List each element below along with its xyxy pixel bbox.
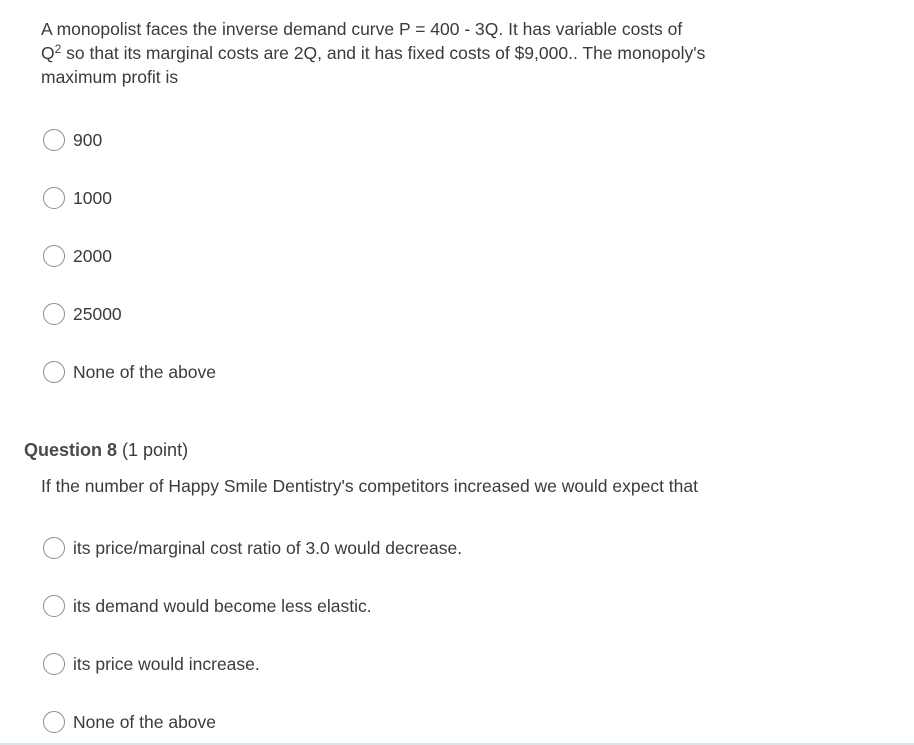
q7-option-4[interactable] bbox=[43, 301, 122, 327]
option-label: None of the above bbox=[73, 361, 217, 382]
radio-button[interactable] bbox=[43, 361, 65, 383]
option-label: its price/marginal cost ratio of 3.0 would decrease. bbox=[73, 537, 463, 558]
radio-button[interactable] bbox=[43, 711, 65, 733]
question-7-stem-line1: A monopolist faces the inverse demand curve P = 400 - 3Q. It has variable costs of bbox=[41, 19, 683, 39]
q8-option-1[interactable] bbox=[43, 535, 462, 561]
radio-button[interactable] bbox=[43, 653, 65, 675]
radio-button[interactable] bbox=[43, 245, 65, 267]
question-7-stem-line3: maximum profit is bbox=[41, 67, 179, 87]
question-8-title: Question 8 bbox=[24, 440, 118, 460]
question-7-stem-q: Q bbox=[41, 43, 55, 63]
question-7-stem bbox=[41, 17, 801, 89]
option-label: its demand would become less elastic. bbox=[73, 595, 372, 616]
q7-option-2[interactable] bbox=[43, 185, 112, 211]
radio-button[interactable] bbox=[43, 187, 65, 209]
radio-button[interactable] bbox=[43, 537, 65, 559]
option-label: 900 bbox=[73, 129, 103, 150]
q8-option-2[interactable] bbox=[43, 593, 372, 619]
question-8-header bbox=[24, 437, 188, 463]
question-8-stem: If the number of Happy Smile Dentistry's competitors increased we would expect that bbox=[41, 476, 698, 496]
option-label: its price would increase. bbox=[73, 653, 260, 674]
q8-option-4[interactable] bbox=[43, 709, 216, 735]
option-label: None of the above bbox=[73, 711, 217, 732]
question-7-stem-line2: so that its marginal costs are 2Q, and it has fixed costs of $9,000.. The monopoly's bbox=[61, 43, 706, 63]
option-label: 1000 bbox=[73, 187, 112, 208]
radio-button[interactable] bbox=[43, 303, 65, 325]
radio-button[interactable] bbox=[43, 129, 65, 151]
q7-option-1[interactable] bbox=[43, 127, 102, 153]
question-7-stem-exponent: 2 bbox=[54, 42, 62, 56]
q7-option-5[interactable] bbox=[43, 359, 216, 385]
option-label: 25000 bbox=[73, 303, 122, 324]
q8-option-3[interactable] bbox=[43, 651, 260, 677]
option-label: 2000 bbox=[73, 245, 112, 266]
q7-option-3[interactable] bbox=[43, 243, 112, 269]
radio-button[interactable] bbox=[43, 595, 65, 617]
question-8-points: (1 point) bbox=[122, 440, 189, 460]
